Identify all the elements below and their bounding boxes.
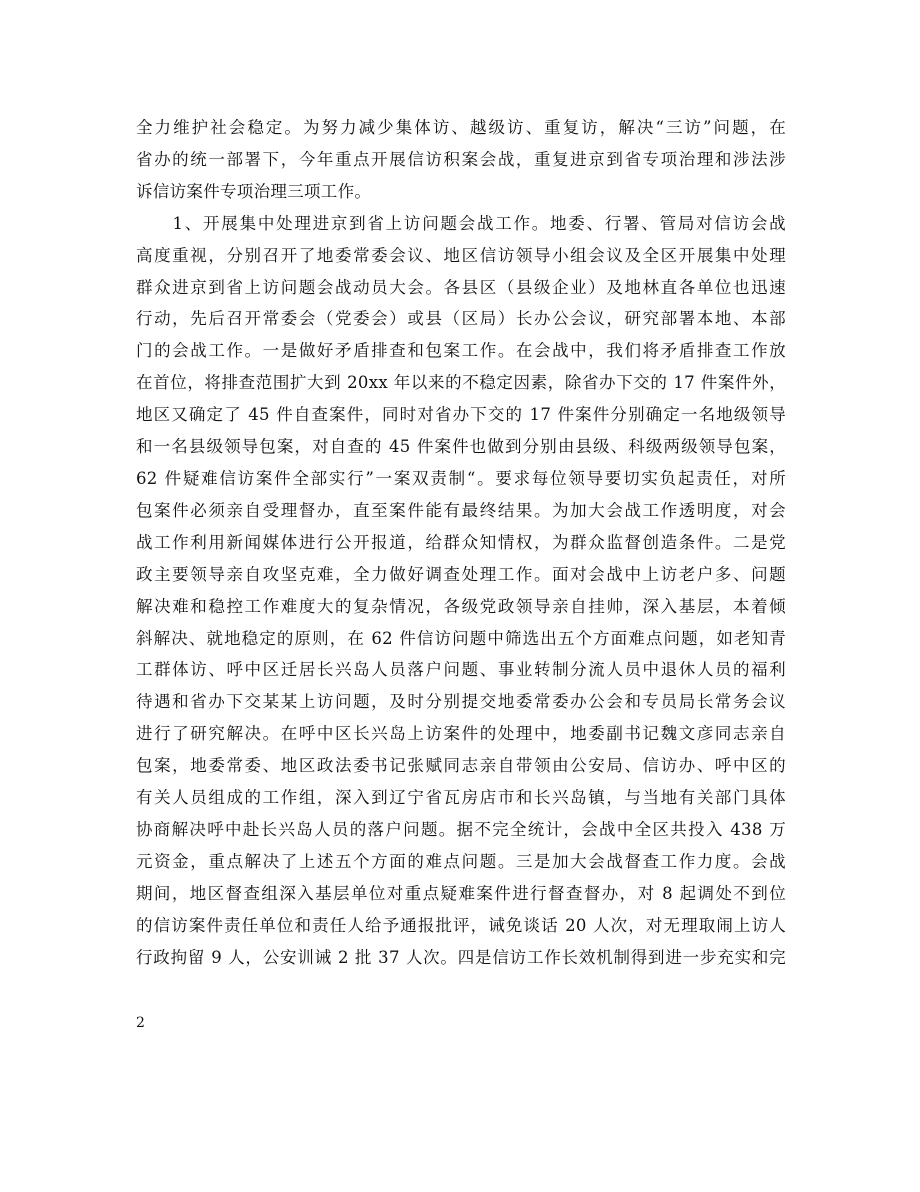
page-number: 2 — [136, 1015, 145, 1031]
text-line: 斜解决、就地稳定的原则，在 62 件信访问题中筛选出五个方面难点问题，如老知青 — [136, 628, 786, 648]
text-line: 战工作利用新闻媒体进行公开报道，给群众知情权，为群众监督创造条件。二是党 — [136, 532, 786, 552]
body-text — [136, 112, 786, 973]
text-line: 期间，地区督查组深入基层单位对重点疑难案件进行督查督办，对 8 起调处不到位 — [136, 883, 786, 903]
text-line: 和一名县级领导包案，对自查的 45 件案件也做到分别由县级、科级两级领导包案， — [136, 437, 786, 457]
text-line: 行政拘留 9 人，公安训诫 2 批 37 人次。四是信访工作长效机制得到进一步充实和完 — [136, 947, 786, 967]
text-line: 政主要领导亲自攻坚克难，全力做好调查处理工作。面对会战中上访老户多、问题 — [136, 564, 786, 584]
text-line: 解决难和稳控工作难度大的复杂情况，各级党政领导亲自挂帅，深入基层，本着倾 — [136, 596, 786, 616]
text-line: 全力维护社会稳定。为努力减少集体访、越级访、重复访，解决“三访”问题，在 — [136, 118, 786, 137]
text-line: 省办的统一部署下，今年重点开展信访积案会战，重复进京到省专项治理和涉法涉 — [136, 149, 786, 169]
text-line: 工群体访、呼中区迁居长兴岛人员落户问题、事业转制分流人员中退休人员的福利 — [136, 660, 786, 680]
text-line: 高度重视，分别召开了地委常委会议、地区信访领导小组会议及全区开展集中处理 — [136, 245, 786, 265]
text-line: 进行了研究解决。在呼中区长兴岛上访案件的处理中，地委副书记魏文彦同志亲自 — [136, 724, 786, 744]
text-line: 62 件疑难信访案件全部实行”一案双责制“。要求每位领导要切实负起责任，对所 — [136, 468, 786, 488]
paragraph — [136, 208, 786, 974]
text-line: 群众进京到省上访问题会战动员大会。各县区（县级企业）及地林直各单位也迅速 — [136, 277, 786, 297]
text-line: 包案件必须亲自受理督办，直至案件能有最终结果。为加大会战工作透明度，对会 — [136, 500, 786, 520]
text-line: 的信访案件责任单位和责任人给予通报批评，诫免谈话 20 人次，对无理取闹上访人 — [136, 915, 786, 935]
text-line: 包案，地委常委、地区政法委书记张赋同志亲自带领由公安局、信访办、呼中区的 — [136, 756, 786, 776]
text-line: 有关人员组成的工作组，深入到辽宁省瓦房店市和长兴岛镇，与当地有关部门具体 — [136, 788, 786, 808]
text-line: 门的会战工作。一是做好矛盾排查和包案工作。在会战中，我们将矛盾排查工作放 — [136, 341, 786, 361]
text-line: 待遇和省办下交某某上访问题，及时分别提交地委常委办公会和专员局长常务会议 — [136, 692, 786, 712]
text-line: 协商解决呼中赴长兴岛人员的落户问题。据不完全统计，会战中全区共投入 438 万 — [136, 819, 786, 839]
text-line: 诉信访案件专项治理三项工作。 — [136, 181, 372, 201]
text-line: 元资金，重点解决了上述五个方面的难点问题。三是加大会战督查工作力度。会战 — [136, 851, 786, 871]
text-line: 在首位，将排查范围扩大到 20xx 年以来的不稳定因素，除省办下交的 17 件案件外， — [136, 373, 786, 393]
text-line: 行动，先后召开常委会（党委会）或县（区局）长办公会议，研究部署本地、本部 — [136, 309, 786, 329]
text-line: 地区又确定了 45 件自查案件，同时对省办下交的 17 件案件分别确定一名地级领导 — [136, 405, 786, 425]
paragraph — [136, 112, 786, 208]
text-line: 1、开展集中处理进京到省上访问题会战工作。地委、行署、管局对信访会战 — [136, 213, 786, 233]
